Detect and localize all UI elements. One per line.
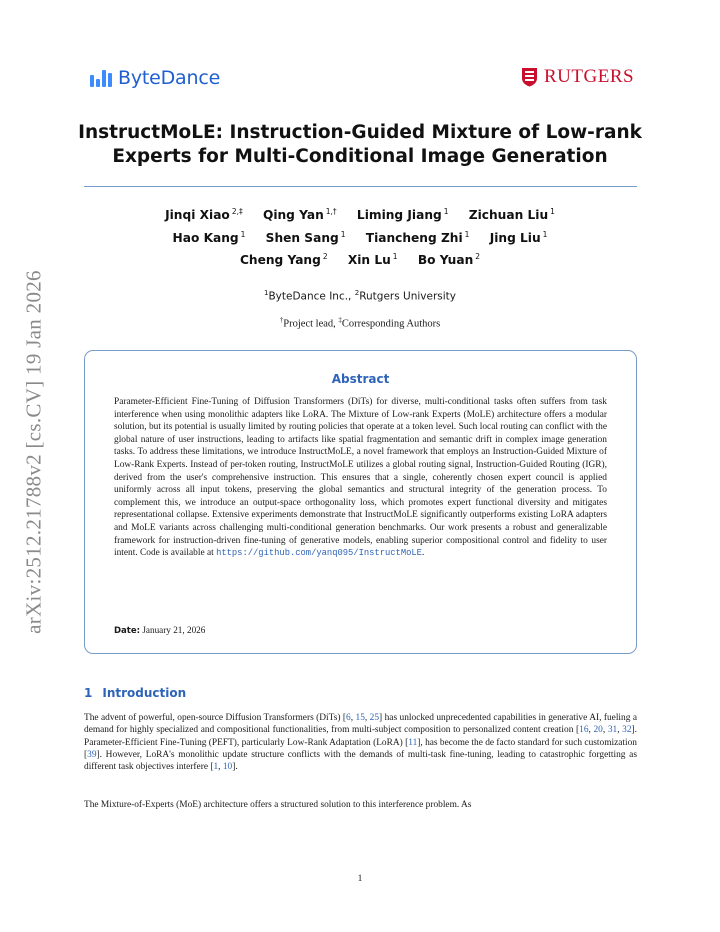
citation-link[interactable]: 31 <box>607 725 618 736</box>
author: Zichuan Liu $^1$ <box>468 207 555 223</box>
citation-link[interactable]: 32 <box>622 725 632 736</box>
date-label: Date: <box>114 626 141 636</box>
author: Cheng Yang $^2$ <box>239 252 328 268</box>
intro-paragraph-2: The Mixture-of-Experts (MoE) architecture offers a structured solution to this interference problem. As <box>84 800 472 810</box>
intro-paragraph-1 <box>84 712 637 773</box>
abstract-heading: Abstract <box>331 372 390 386</box>
paragraph-text: The advent of powerful, open-source Diffusion Transformers (DiTs) [ <box>84 713 347 723</box>
rutgers-logo <box>521 66 634 88</box>
author-roles: †Project lead, ‡Corresponding Authors <box>279 316 441 330</box>
title-divider <box>84 186 637 187</box>
abstract-body: Parameter-Efficient Fine-Tuning of Diffusion Transformers (DiTs) for diverse, multi-conditional tasks often suffers from task interference when using monolithic adapters like LoRA. The Mixture of Low-rank Experts (MoLE) architecture offers a modular solution, but its potential is usually limited by routing policies that operate at a token level. Such local routing can conflict with the global nature of user instructions, leading to artifacts like spatial fragmentation and semantic drift in complex image generation tasks. To address these limitations, we introduce InstructMoLE, a novel framework that employs an Instruction-Guided Mixture of Low-Rank Experts. Instead of per-token routing, InstructMoLE utilizes a global routing signal, Instruction-Guided Routing (IGR), derived from the user's comprehensive instruction. This ensures that a single, coherently chosen expert council is applied uniformly across all input tokens, preserving the global semantics and structural integrity of the generation process. To complement this, we introduce an output-space orthogonality loss, which promotes expert functional diversity and mitigates representational collapse. Extensive experiments demonstrate that InstructMoLE significantly outperforms existing LoRA adapters and MoLE variants across challenging multi-conditional generation benchmarks. Our work presents a robust and generalizable framework for instruction-driven fine-tuning of generative models, enabling superior compositional control and fidelity to user intent. Code is available at https://github.com/yanq095/InstructMoLE. <box>114 397 607 559</box>
bytedance-logo <box>90 67 220 89</box>
author: Tiancheng Zhi $^1$ <box>365 230 470 246</box>
author: Xin Lu $^1$ <box>347 252 398 268</box>
paragraph-text: , <box>364 713 370 723</box>
bytedance-logo-text: ByteDance <box>118 67 221 89</box>
citation-link[interactable]: 16 <box>579 725 589 736</box>
paragraph-text: , <box>350 713 356 723</box>
title-line-1: InstructMoLE: Instruction-Guided Mixture of Low-rank <box>78 122 642 143</box>
paper-date <box>114 625 205 636</box>
author-row-1 <box>60 207 660 222</box>
paragraph-text: , <box>617 725 623 736</box>
section-heading-introduction: 1 Introduction <box>84 686 187 700</box>
paragraph-text: , <box>218 762 223 773</box>
paragraph-text: , <box>588 725 594 736</box>
citation-link[interactable]: 1 <box>213 762 219 773</box>
title-line-2: Experts for Multi-Conditional Image Generation <box>112 146 608 167</box>
rutgers-logo-text: RUTGERS <box>544 66 635 87</box>
bytedance-mark-icon <box>90 70 112 87</box>
citation-link[interactable]: 15 <box>355 713 365 723</box>
citation-link[interactable]: 20 <box>593 725 603 736</box>
arxiv-identifier-text: arXiv:2512.21788v2 [cs.CV] 19 Jan 2026 <box>21 270 46 634</box>
author: Qing Yan $^{1,\dagger}$ <box>262 207 337 223</box>
author: Bo Yuan $^2$ <box>417 252 481 268</box>
author-row-3 <box>60 252 660 267</box>
paragraph-text: , <box>602 725 608 736</box>
author: Hao Kang $^1$ <box>172 230 246 246</box>
paragraph-text: ]. Parameter-Efficient Fine-Tuning (PEFT), particularly Low-Rank Adaptation (LoRA) [ <box>84 725 638 748</box>
citation-link[interactable]: 10 <box>222 762 233 773</box>
arxiv-identifier <box>4 262 64 642</box>
author-row-2 <box>60 230 660 245</box>
date-value: January 21, 2026 <box>142 625 206 635</box>
author: Liming Jiang $^1$ <box>356 207 449 223</box>
paper-title <box>70 121 650 169</box>
paragraph-text: ], has become the de facto standard for such customization [ <box>84 737 637 760</box>
page-number: 1 <box>357 874 363 884</box>
paragraph-text: ]. However, LoRA's monolithic update structure conflicts with the demands of multi-task fine-tuning, leading to catastrophic forgetting as different task objectives interfere [ <box>84 749 637 773</box>
author: Jing Liu $^1$ <box>489 230 548 246</box>
paragraph-text: ]. <box>232 762 238 773</box>
citation-link[interactable]: 11 <box>408 737 418 748</box>
citation-link[interactable]: 6 <box>346 713 351 723</box>
citation-link[interactable]: 25 <box>369 713 380 723</box>
rutgers-shield-icon <box>521 67 538 87</box>
author: Shen Sang $^1$ <box>265 230 346 246</box>
affiliations: $^1$ByteDance Inc., $^2$Rutgers University <box>263 289 457 303</box>
citation-link[interactable]: 39 <box>87 749 97 760</box>
paragraph-text: ] has unlocked unprecedented capabilities in generative AI, fueling a demand for highly specialized and compositional functionalities, from multi-subject composition to personalized content creation [ <box>84 713 638 736</box>
code-repository-link[interactable]: https://github.com/yanq095/InstructMoLE <box>216 548 422 559</box>
author: Jinqi Xiao $^{2,\ddagger}$ <box>165 207 243 223</box>
